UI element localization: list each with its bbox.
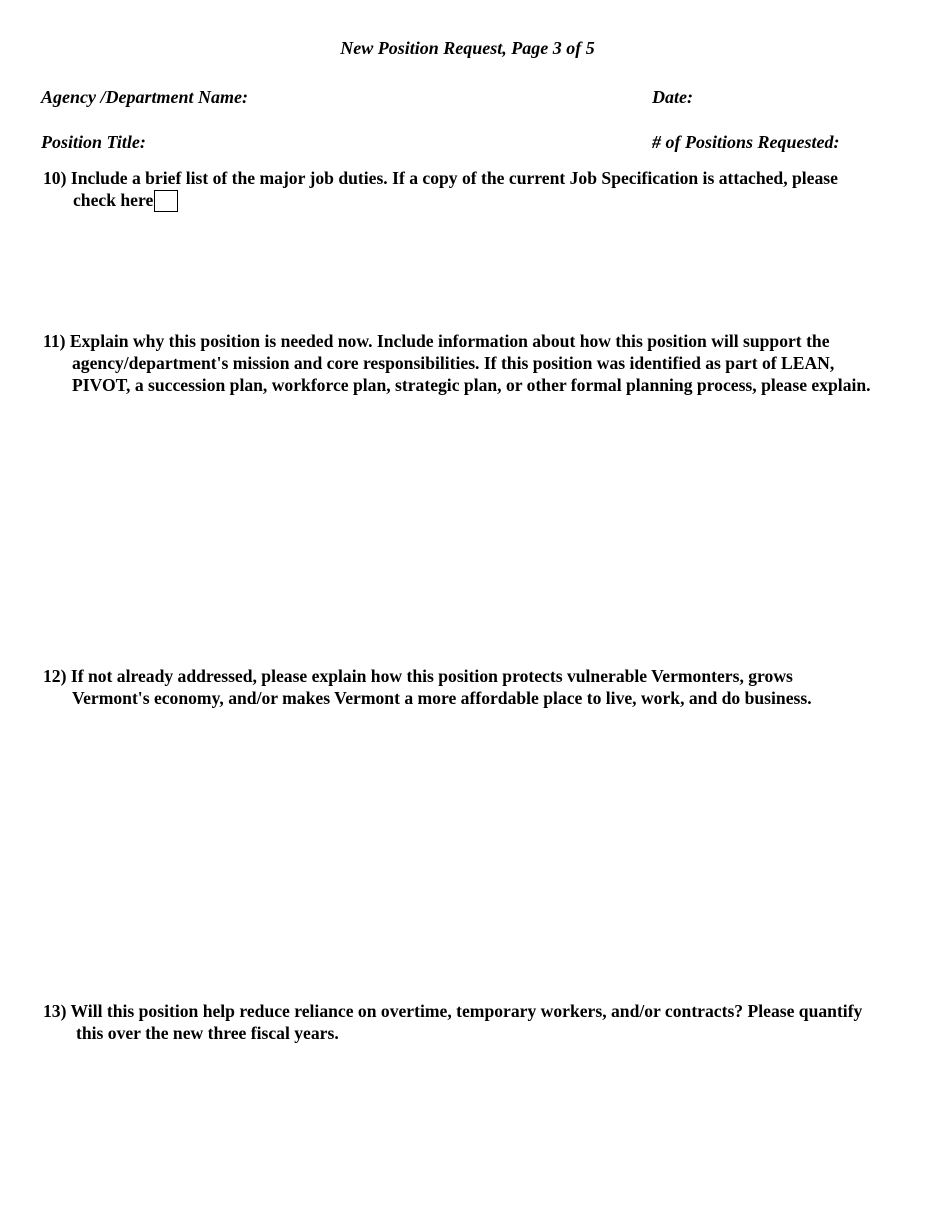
date-label: Date: xyxy=(652,87,693,107)
question-line: 13) Will this position help reduce reliance on overtime, temporary workers, and/or contracts? Please quantify xyxy=(43,1001,863,1021)
question-line: 10) Include a brief list of the major job duties. If a copy of the current Job Specification is attached, please xyxy=(43,168,838,188)
agency-label: Agency /Department Name: xyxy=(41,87,248,107)
question-line: PIVOT, a succession plan, workforce plan, strategic plan, or other formal planning process, please explain. xyxy=(72,375,871,395)
job-spec-attached-checkbox[interactable] xyxy=(154,190,178,212)
question-line: 12) If not already addressed, please explain how this position protects vulnerable Vermonters, grows xyxy=(43,666,793,686)
page-title: New Position Request, Page 3 of 5 xyxy=(340,38,595,58)
question-line: check here xyxy=(73,190,154,210)
position-title-label: Position Title: xyxy=(41,132,146,152)
question-line: Vermont's economy, and/or makes Vermont a more affordable place to live, work, and do business. xyxy=(72,688,812,708)
positions-requested-label: # of Positions Requested: xyxy=(652,132,840,152)
question-line: 11) Explain why this position is needed now. Include information about how this position will support the xyxy=(43,331,830,351)
question-line: this over the new three fiscal years. xyxy=(76,1023,339,1043)
question-line: agency/department's mission and core responsibilities. If this position was identified as part of LEAN, xyxy=(72,353,835,373)
question-line-checkbox xyxy=(73,189,178,212)
